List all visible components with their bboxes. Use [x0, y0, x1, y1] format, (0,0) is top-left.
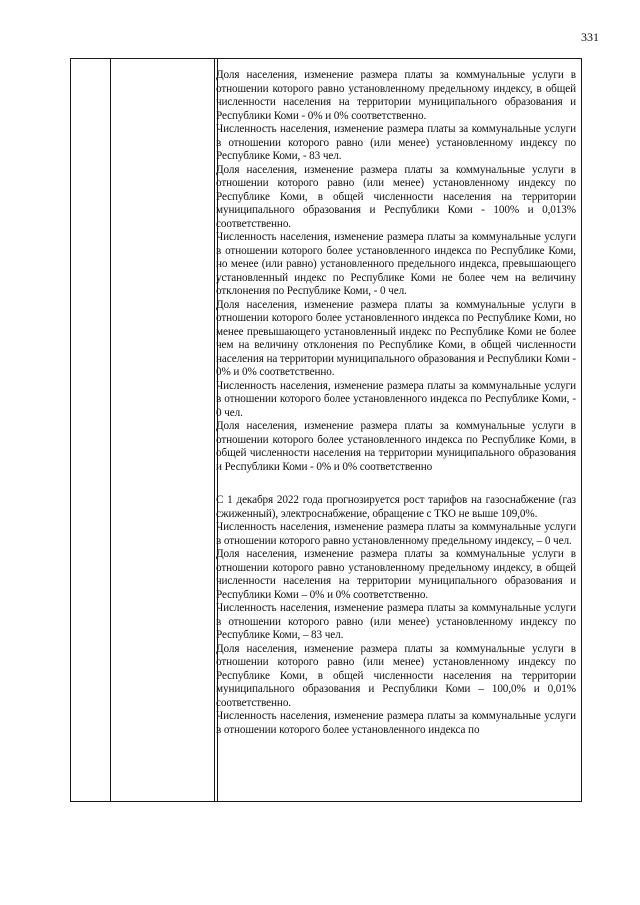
paragraph: Численность населения, изменение размера платы за коммунальные услуги в отношении которого более установленного индекса по Республике Коми, но менее (или равно) установленного предельного индекса, превышающего установленный индекс по Республике Коми не более чем на величину отклонения по Республике Коми, - 0 чел.: [216, 231, 576, 297]
table-text-cell: [216, 69, 576, 737]
paragraph: Численность населения, изменение размера платы за коммунальные услуги в отношении которого равно (или менее) установленному индексу по Республике Коми, - 83 чел.: [216, 123, 576, 162]
paragraph: Доля населения, изменение размера платы за коммунальные услуги в отношении которого равно (или менее) установленному индексу по Республике Коми, в общей численности населения на территории муниципального образования и Республики Коми – 100,0% и 0,01% соответственно.: [216, 642, 576, 709]
paragraph: Численность населения, изменение размера платы за коммунальные услуги в отношении которого равно (или менее) установленному индексу по Республике Коми, – 83 чел.: [216, 602, 576, 641]
table-left-border: [70, 59, 71, 801]
table-column-divider-1: [110, 59, 111, 801]
paragraph: Численность населения, изменение размера платы за коммунальные услуги в отношении которого более установленного индекса по Республике Коми, - 0 чел.: [216, 379, 576, 419]
paragraph: С 1 декабря 2022 года прогнозируется рост тарифов на газоснабжение (газ сжиженный), электроснабжение, обращение с ТКО не выше 109,0%.: [216, 494, 576, 520]
section-spacer: [216, 474, 576, 494]
paragraph: Доля населения, изменение размера платы за коммунальные услуги в отношении которого равно (или менее) установленному индексу по Республике Коми, в общей численности населения на территории муниципального образования и Республики Коми - 100% и 0,013% соответственно.: [216, 163, 576, 230]
paragraph: Численность населения, изменение размера платы за коммунальные услуги в отношении которого более установленного индекса по: [216, 710, 576, 736]
paragraph: Доля населения, изменение размера платы за коммунальные услуги в отношении которого более установленного индекса по Республике Коми, в общей численности населения на территории муниципального образования и Республики Коми - 0% и 0% соответственно: [216, 420, 576, 473]
document-table: [70, 58, 582, 802]
paragraph: Численность населения, изменение размера платы за коммунальные услуги в отношении которого равно установленному предельному индексу, – 0 чел.: [216, 521, 576, 547]
paragraph: Доля населения, изменение размера платы за коммунальные услуги в отношении которого более установленного индекса по Республике Коми, но менее превышающего установленный индекс по Республике Коми не более чем на величину отклонения по Республике Коми, в общей численности населения на территории муниципального образования и Республики Коми - 0% и 0% соответственно.: [216, 298, 576, 378]
table-column-divider-2: [214, 59, 215, 801]
paragraph: Доля населения, изменение размера платы за коммунальные услуги в отношении которого равно установленному предельному индексу, в общей численности населения на территории муниципального образования и Республики Коми - 0% и 0% соответственно.: [216, 69, 576, 122]
paragraph: Доля населения, изменение размера платы за коммунальные услуги в отношении которого равно установленному предельному индексу, в общей численности населения на территории муниципального образования и Республики Коми – 0% и 0% соответственно.: [216, 548, 576, 601]
page-number: 331: [581, 30, 599, 44]
